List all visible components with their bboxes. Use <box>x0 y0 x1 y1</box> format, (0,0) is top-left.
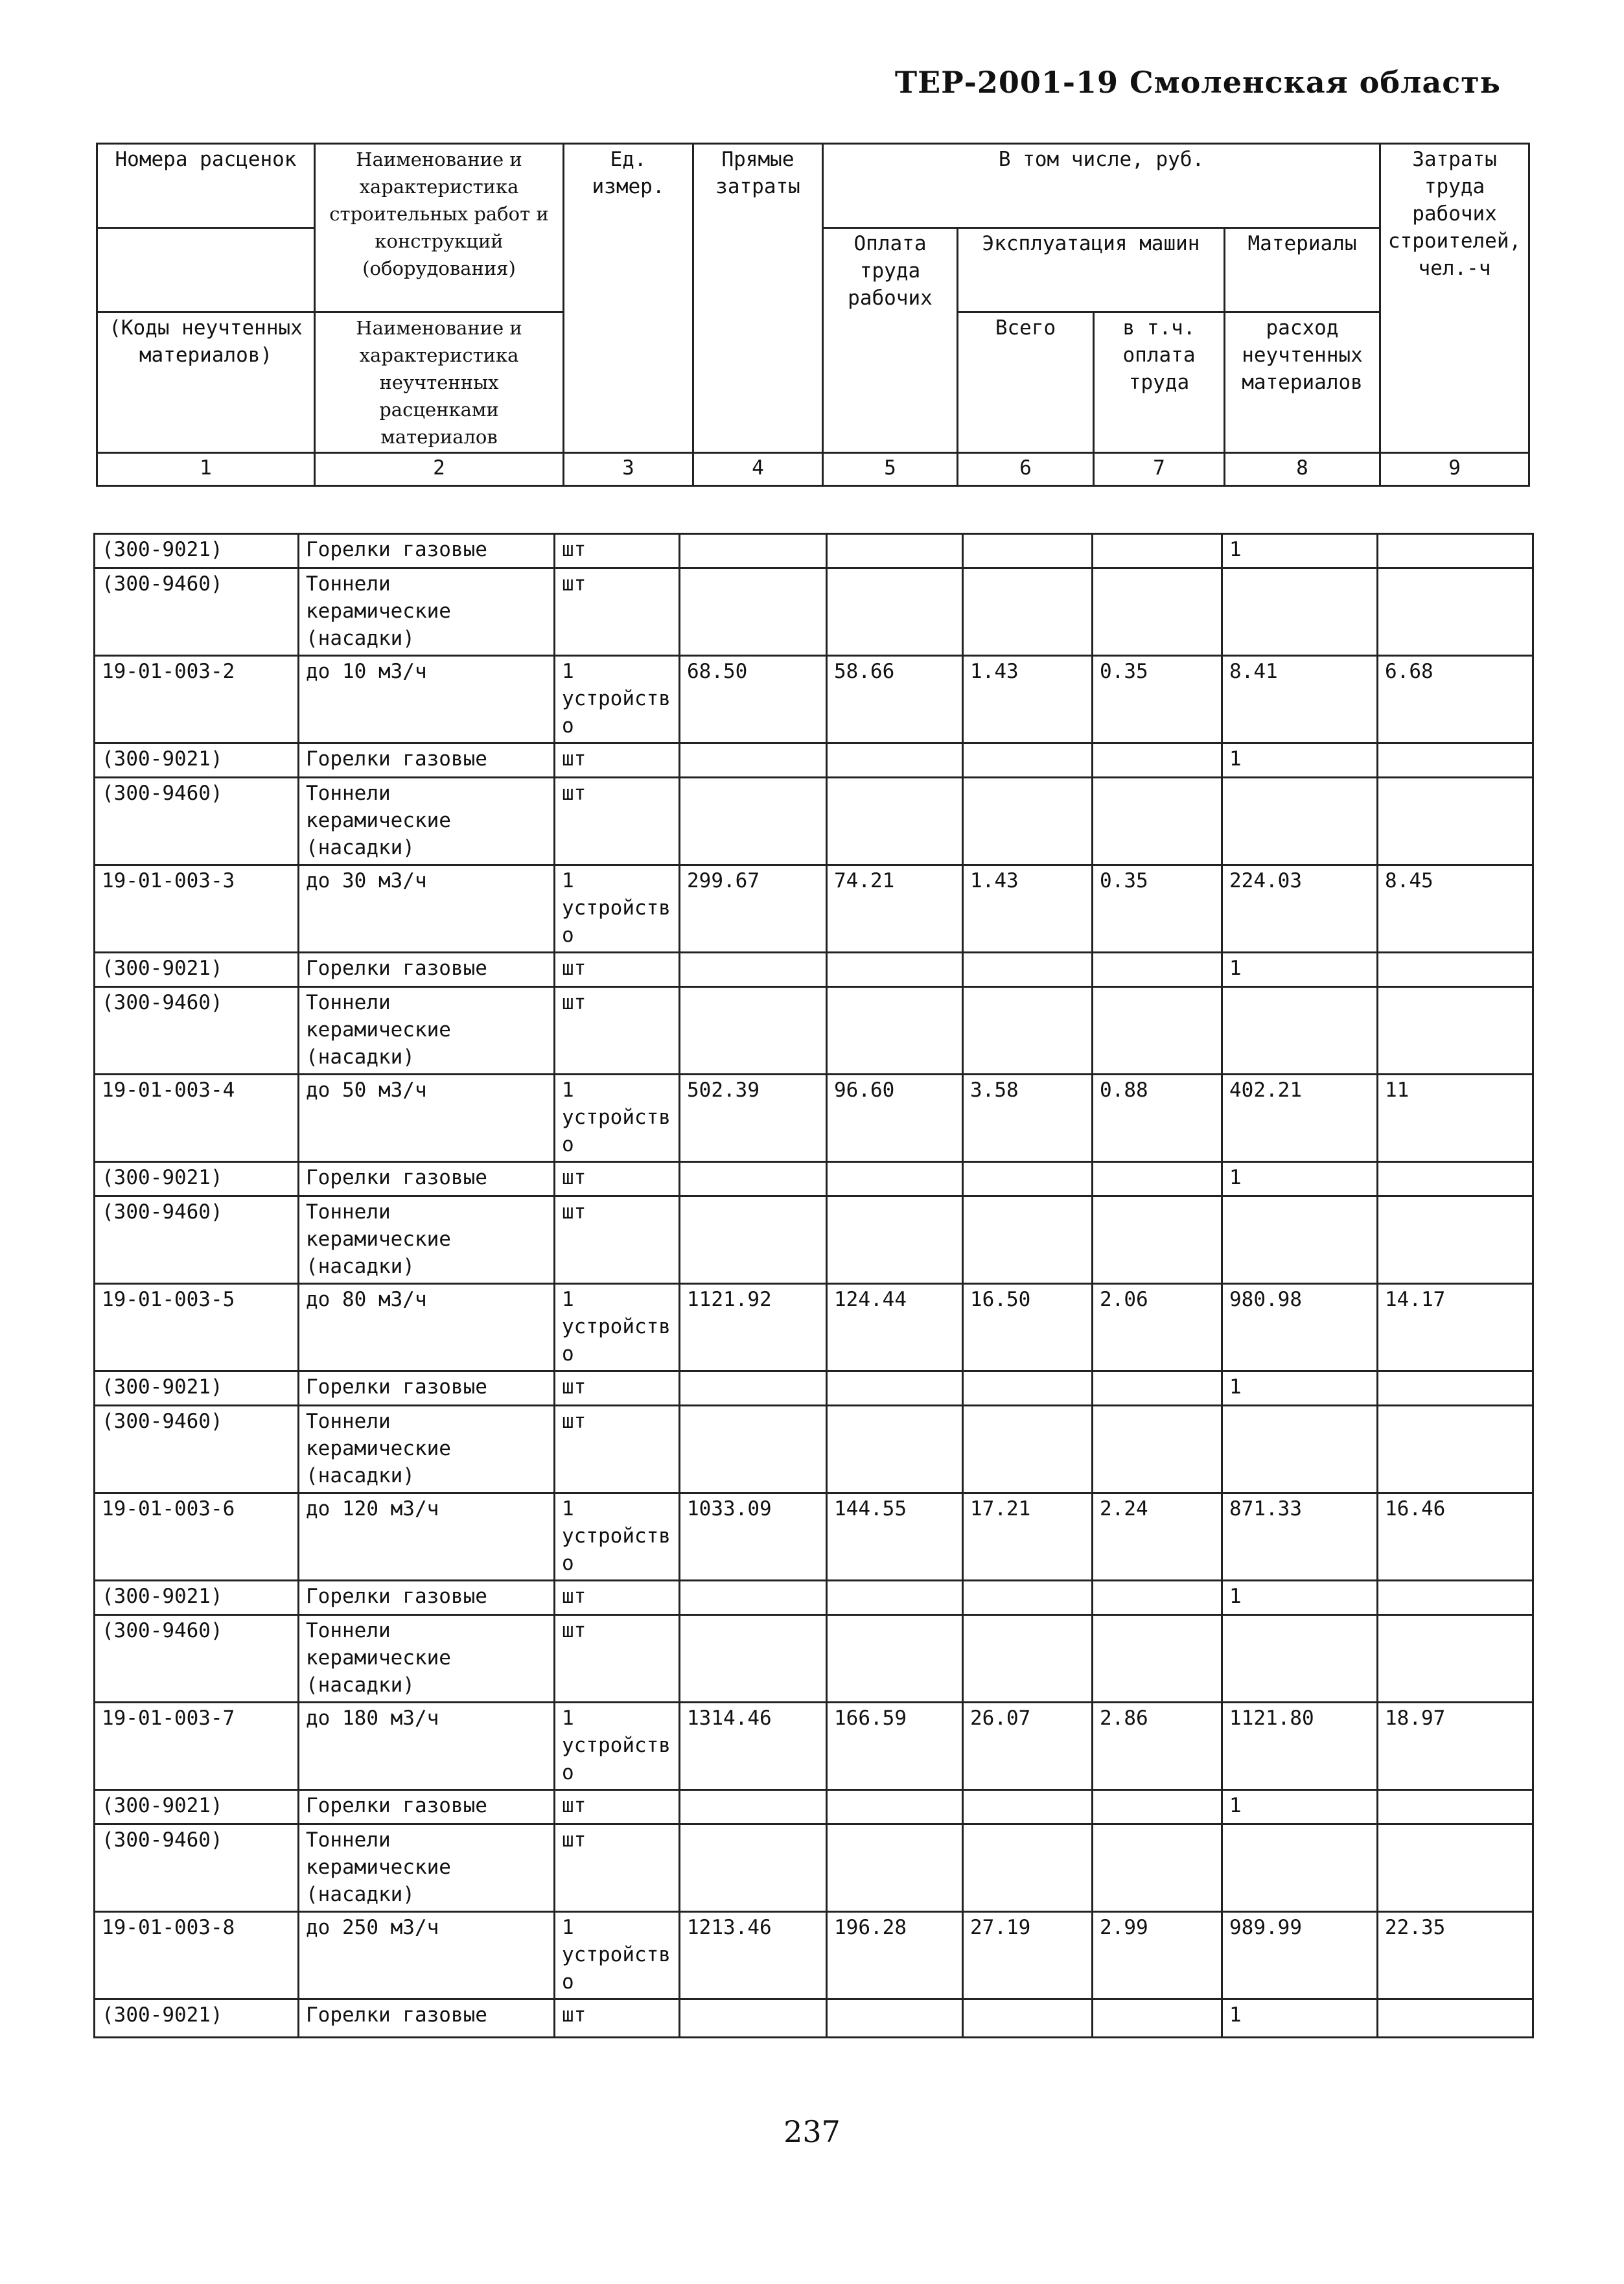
cell-labor-pay <box>827 1824 963 1912</box>
cell-labor-pay: 124.44 <box>827 1284 963 1371</box>
cell-unit: шт <box>555 743 680 778</box>
column-number: 1 <box>97 453 315 486</box>
cell-direct-costs <box>680 1790 827 1824</box>
table-row <box>95 1075 1533 1162</box>
cell-labor-cost <box>1378 1615 1533 1703</box>
table-row <box>95 865 1533 953</box>
cell-machines-total <box>963 1790 1093 1824</box>
document-title: ТЕР-2001-19 Смоленская область <box>894 65 1501 100</box>
cell-labor-cost <box>1378 568 1533 656</box>
column-number: 9 <box>1380 453 1529 486</box>
cell-name: Горелки газовые <box>299 1371 555 1406</box>
column-number: 4 <box>693 453 823 486</box>
cell-machines-total: 27.19 <box>963 1912 1093 1999</box>
cell-unit: шт <box>555 1196 680 1284</box>
cell-unit: шт <box>555 1615 680 1703</box>
cell-machines-total <box>963 568 1093 656</box>
header-materials-consumption: расход неучтенных материалов <box>1225 312 1380 453</box>
cell-machines-labor <box>1093 1196 1222 1284</box>
table-row <box>95 1284 1533 1371</box>
cell-machines-total: 26.07 <box>963 1703 1093 1790</box>
cell-unit: шт <box>555 1824 680 1912</box>
cell-machines-labor <box>1093 1162 1222 1196</box>
cell-labor-pay <box>827 1371 963 1406</box>
cell-machines-total <box>963 1581 1093 1615</box>
cell-labor-pay: 196.28 <box>827 1912 963 1999</box>
cell-name: Горелки газовые <box>299 534 555 568</box>
cell-direct-costs <box>680 1615 827 1703</box>
cell-labor-cost <box>1378 778 1533 865</box>
cell-code: (300-9460) <box>95 1406 299 1493</box>
cell-labor-cost <box>1378 1162 1533 1196</box>
cell-unit: шт <box>555 568 680 656</box>
cell-direct-costs <box>680 778 827 865</box>
cell-direct-costs: 502.39 <box>680 1075 827 1162</box>
cell-machines-labor <box>1093 534 1222 568</box>
cell-machines-total <box>963 987 1093 1075</box>
cell-direct-costs <box>680 568 827 656</box>
cell-materials: 980.98 <box>1222 1284 1378 1371</box>
table-row <box>95 656 1533 743</box>
cell-unit: 1 устройство <box>555 865 680 953</box>
cell-name: до 10 м3/ч <box>299 656 555 743</box>
cell-direct-costs <box>680 534 827 568</box>
cell-code: 19-01-003-7 <box>95 1703 299 1790</box>
cell-unit: шт <box>555 953 680 987</box>
cell-labor-pay: 74.21 <box>827 865 963 953</box>
header-unit: Ед. измер. <box>564 144 693 453</box>
cell-labor-pay: 96.60 <box>827 1075 963 1162</box>
cell-name: до 120 м3/ч <box>299 1493 555 1581</box>
header-including: В том числе, руб. <box>823 144 1380 228</box>
header-labor-pay: Оплата труда рабочих <box>823 228 958 453</box>
cell-machines-labor <box>1093 1581 1222 1615</box>
table-row <box>95 1703 1533 1790</box>
cell-machines-labor: 2.99 <box>1093 1912 1222 1999</box>
cell-labor-cost: 14.17 <box>1378 1284 1533 1371</box>
cell-materials: 1 <box>1222 1581 1378 1615</box>
cell-unit: шт <box>555 778 680 865</box>
cell-machines-total <box>963 953 1093 987</box>
cell-machines-labor <box>1093 953 1222 987</box>
cell-labor-cost: 18.97 <box>1378 1703 1533 1790</box>
cell-labor-cost <box>1378 953 1533 987</box>
cell-code: 19-01-003-4 <box>95 1075 299 1162</box>
cell-name: Тоннели керамические (насадки) <box>299 1824 555 1912</box>
cell-labor-cost <box>1378 1371 1533 1406</box>
cell-materials: 1 <box>1222 1790 1378 1824</box>
cell-labor-cost <box>1378 534 1533 568</box>
cell-name: до 30 м3/ч <box>299 865 555 953</box>
cell-machines-labor <box>1093 1999 1222 2038</box>
cell-machines-total: 1.43 <box>963 656 1093 743</box>
cell-labor-pay <box>827 1615 963 1703</box>
cell-unit: 1 устройство <box>555 656 680 743</box>
cell-name: Тоннели керамические (насадки) <box>299 1406 555 1493</box>
cell-name: Горелки газовые <box>299 1790 555 1824</box>
table-row <box>95 1196 1533 1284</box>
cell-direct-costs: 1314.46 <box>680 1703 827 1790</box>
cell-machines-labor <box>1093 1790 1222 1824</box>
table-row <box>95 1790 1533 1824</box>
cell-name: Тоннели керамические (насадки) <box>299 568 555 656</box>
header-codes: Номера расценок <box>97 144 315 228</box>
cell-machines-labor: 0.35 <box>1093 656 1222 743</box>
cell-direct-costs: 1033.09 <box>680 1493 827 1581</box>
cell-materials <box>1222 1406 1378 1493</box>
cell-labor-cost <box>1378 743 1533 778</box>
cell-materials <box>1222 1824 1378 1912</box>
cell-machines-total: 16.50 <box>963 1284 1093 1371</box>
cell-machines-labor: 2.86 <box>1093 1703 1222 1790</box>
cell-machines-total <box>963 1371 1093 1406</box>
cell-machines-labor <box>1093 743 1222 778</box>
cell-materials: 224.03 <box>1222 865 1378 953</box>
column-number: 3 <box>564 453 693 486</box>
cell-machines-labor <box>1093 568 1222 656</box>
cell-code: (300-9021) <box>95 1371 299 1406</box>
cell-name: Горелки газовые <box>299 1581 555 1615</box>
header-codes-spacer <box>97 228 315 312</box>
cell-machines-labor: 0.35 <box>1093 865 1222 953</box>
cell-labor-pay <box>827 1999 963 2038</box>
cell-materials: 1121.80 <box>1222 1703 1378 1790</box>
cell-labor-pay <box>827 987 963 1075</box>
cell-unit: шт <box>555 1790 680 1824</box>
cell-direct-costs <box>680 743 827 778</box>
cell-machines-total <box>963 1824 1093 1912</box>
cell-direct-costs <box>680 1824 827 1912</box>
cell-code: 19-01-003-3 <box>95 865 299 953</box>
cell-unit: 1 устройство <box>555 1912 680 1999</box>
cell-code: (300-9021) <box>95 1999 299 2038</box>
cell-labor-cost <box>1378 1196 1533 1284</box>
cell-machines-labor: 2.24 <box>1093 1493 1222 1581</box>
cell-machines-labor: 2.06 <box>1093 1284 1222 1371</box>
table-row <box>95 1371 1533 1406</box>
cell-unit: шт <box>555 1581 680 1615</box>
cell-machines-total <box>963 1196 1093 1284</box>
cell-machines-total <box>963 1162 1093 1196</box>
rates-table <box>93 533 1534 2038</box>
cell-labor-pay <box>827 1581 963 1615</box>
cell-materials: 989.99 <box>1222 1912 1378 1999</box>
cell-labor-pay: 166.59 <box>827 1703 963 1790</box>
cell-materials: 1 <box>1222 1371 1378 1406</box>
cell-code: 19-01-003-8 <box>95 1912 299 1999</box>
cell-unit: шт <box>555 1162 680 1196</box>
header-machines-total: Всего <box>958 312 1094 453</box>
cell-direct-costs <box>680 987 827 1075</box>
cell-machines-labor <box>1093 1371 1222 1406</box>
cell-code: (300-9460) <box>95 1615 299 1703</box>
cell-code: 19-01-003-2 <box>95 656 299 743</box>
cell-machines-labor: 0.88 <box>1093 1075 1222 1162</box>
cell-machines-labor <box>1093 1615 1222 1703</box>
cell-name: до 80 м3/ч <box>299 1284 555 1371</box>
cell-labor-cost <box>1378 1790 1533 1824</box>
table-header <box>96 143 1530 487</box>
cell-materials: 1 <box>1222 534 1378 568</box>
cell-labor-cost: 22.35 <box>1378 1912 1533 1999</box>
table-row <box>95 1615 1533 1703</box>
cell-unit: шт <box>555 1371 680 1406</box>
cell-machines-total: 3.58 <box>963 1075 1093 1162</box>
cell-name: Тоннели керамические (насадки) <box>299 1615 555 1703</box>
cell-name: Тоннели керамические (насадки) <box>299 987 555 1075</box>
table-row <box>95 1406 1533 1493</box>
cell-direct-costs <box>680 1406 827 1493</box>
cell-labor-pay <box>827 778 963 865</box>
cell-materials: 1 <box>1222 1999 1378 2038</box>
cell-name: Тоннели керамические (насадки) <box>299 778 555 865</box>
header-labor-cost: Затраты труда рабочих строителей, чел.-ч <box>1380 144 1529 453</box>
cell-code: 19-01-003-6 <box>95 1493 299 1581</box>
cell-labor-pay <box>827 1406 963 1493</box>
cell-materials: 1 <box>1222 1162 1378 1196</box>
cell-materials <box>1222 987 1378 1075</box>
cell-materials <box>1222 1196 1378 1284</box>
cell-name: до 250 м3/ч <box>299 1912 555 1999</box>
cell-direct-costs <box>680 1999 827 2038</box>
header-materials: Материалы <box>1225 228 1380 312</box>
header-name-materials: Наименование и характеристика неучтенных расценками материалов <box>315 312 564 453</box>
column-number: 2 <box>315 453 564 486</box>
header-machines-labor: в т.ч. оплата труда <box>1094 312 1225 453</box>
cell-materials: 871.33 <box>1222 1493 1378 1581</box>
cell-name: Горелки газовые <box>299 1999 555 2038</box>
cell-unit: шт <box>555 1406 680 1493</box>
cell-code: (300-9460) <box>95 1196 299 1284</box>
header-direct-costs: Прямые затраты <box>693 144 823 453</box>
cell-machines-labor <box>1093 1406 1222 1493</box>
cell-code: 19-01-003-5 <box>95 1284 299 1371</box>
column-number: 5 <box>823 453 958 486</box>
cell-direct-costs: 1213.46 <box>680 1912 827 1999</box>
cell-direct-costs: 1121.92 <box>680 1284 827 1371</box>
cell-code: (300-9021) <box>95 1581 299 1615</box>
cell-materials: 402.21 <box>1222 1075 1378 1162</box>
cell-machines-total <box>963 778 1093 865</box>
cell-direct-costs: 68.50 <box>680 656 827 743</box>
cell-machines-total <box>963 1615 1093 1703</box>
header-machines: Эксплуатация машин <box>958 228 1225 312</box>
cell-materials <box>1222 778 1378 865</box>
cell-machines-labor <box>1093 778 1222 865</box>
cell-name: до 180 м3/ч <box>299 1703 555 1790</box>
cell-labor-pay <box>827 1162 963 1196</box>
table-row <box>95 534 1533 568</box>
table-row <box>95 568 1533 656</box>
cell-unit: 1 устройство <box>555 1703 680 1790</box>
cell-machines-labor <box>1093 987 1222 1075</box>
cell-materials: 8.41 <box>1222 656 1378 743</box>
cell-code: (300-9460) <box>95 1824 299 1912</box>
cell-code: (300-9460) <box>95 778 299 865</box>
cell-name: Горелки газовые <box>299 953 555 987</box>
cell-code: (300-9021) <box>95 953 299 987</box>
cell-name: Горелки газовые <box>299 1162 555 1196</box>
cell-code: (300-9460) <box>95 568 299 656</box>
table-row <box>95 743 1533 778</box>
cell-labor-cost: 16.46 <box>1378 1493 1533 1581</box>
cell-machines-total: 17.21 <box>963 1493 1093 1581</box>
cell-direct-costs: 299.67 <box>680 865 827 953</box>
cell-unit: 1 устройство <box>555 1493 680 1581</box>
cell-machines-total <box>963 743 1093 778</box>
cell-direct-costs <box>680 1196 827 1284</box>
cell-code: (300-9021) <box>95 1790 299 1824</box>
cell-labor-cost: 11 <box>1378 1075 1533 1162</box>
cell-labor-cost: 8.45 <box>1378 865 1533 953</box>
cell-unit: шт <box>555 987 680 1075</box>
cell-labor-pay: 58.66 <box>827 656 963 743</box>
table-row <box>95 1162 1533 1196</box>
cell-materials: 1 <box>1222 953 1378 987</box>
cell-labor-pay <box>827 1790 963 1824</box>
page-number: 237 <box>783 2114 841 2149</box>
header-name: Наименование и характеристика строительных работ и конструкций (оборудования) <box>315 144 564 312</box>
table-row <box>95 1999 1533 2038</box>
cell-materials <box>1222 568 1378 656</box>
table-row <box>95 1581 1533 1615</box>
cell-unit: шт <box>555 1999 680 2038</box>
table-row <box>95 1824 1533 1912</box>
cell-unit: 1 устройство <box>555 1075 680 1162</box>
cell-labor-cost <box>1378 1581 1533 1615</box>
cell-code: (300-9021) <box>95 534 299 568</box>
cell-unit: 1 устройство <box>555 1284 680 1371</box>
table-row <box>95 953 1533 987</box>
cell-machines-total <box>963 534 1093 568</box>
cell-unit: шт <box>555 534 680 568</box>
cell-direct-costs <box>680 1162 827 1196</box>
cell-machines-total <box>963 1999 1093 2038</box>
cell-labor-pay <box>827 534 963 568</box>
table-row <box>95 778 1533 865</box>
cell-machines-labor <box>1093 1824 1222 1912</box>
header-codes-materials: (Коды неучтенных материалов) <box>97 312 315 453</box>
cell-code: (300-9021) <box>95 743 299 778</box>
cell-labor-pay <box>827 953 963 987</box>
cell-name: Тоннели керамические (насадки) <box>299 1196 555 1284</box>
cell-labor-cost <box>1378 1824 1533 1912</box>
cell-labor-pay <box>827 568 963 656</box>
cell-machines-total <box>963 1406 1093 1493</box>
cell-labor-pay: 144.55 <box>827 1493 963 1581</box>
cell-labor-cost <box>1378 1406 1533 1493</box>
cell-name: Горелки газовые <box>299 743 555 778</box>
table-row <box>95 987 1533 1075</box>
cell-labor-cost <box>1378 1999 1533 2038</box>
cell-machines-total: 1.43 <box>963 865 1093 953</box>
cell-labor-cost: 6.68 <box>1378 656 1533 743</box>
column-number: 6 <box>958 453 1094 486</box>
column-number: 7 <box>1094 453 1225 486</box>
cell-code: (300-9021) <box>95 1162 299 1196</box>
table-row <box>95 1912 1533 1999</box>
cell-direct-costs <box>680 1581 827 1615</box>
cell-labor-cost <box>1378 987 1533 1075</box>
cell-labor-pay <box>827 1196 963 1284</box>
cell-materials: 1 <box>1222 743 1378 778</box>
table-row <box>95 1493 1533 1581</box>
cell-direct-costs <box>680 953 827 987</box>
cell-materials <box>1222 1615 1378 1703</box>
cell-name: до 50 м3/ч <box>299 1075 555 1162</box>
cell-direct-costs <box>680 1371 827 1406</box>
cell-code: (300-9460) <box>95 987 299 1075</box>
column-number: 8 <box>1225 453 1380 486</box>
cell-labor-pay <box>827 743 963 778</box>
